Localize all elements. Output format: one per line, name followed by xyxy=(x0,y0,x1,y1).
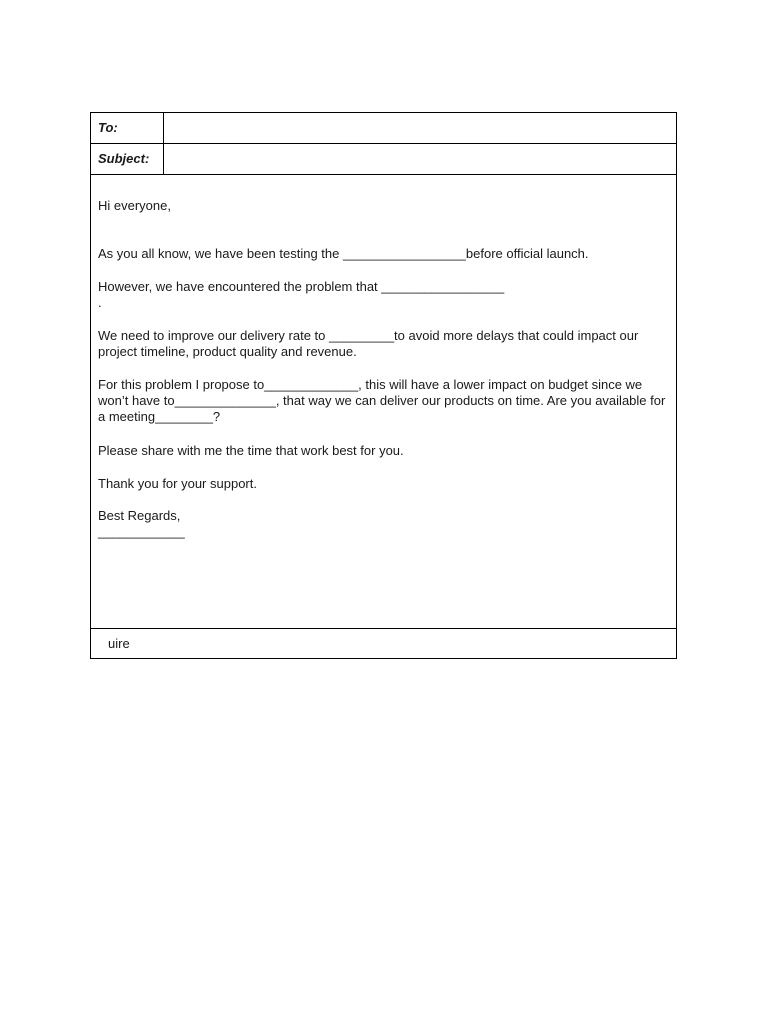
to-label: To: xyxy=(91,113,164,143)
problem-paragraph: However, we have encountered the problem that _________________ xyxy=(98,279,505,294)
testing-paragraph: As you all know, we have been testing the _________________before official launch. xyxy=(98,246,589,261)
subject-label: Subject: xyxy=(91,144,164,174)
subject-row xyxy=(91,144,676,175)
proposal-paragraph: For this problem I propose to_____________, this will have a lower impact on budget since we won’t have to______________, that way we can deliver our products on time. Are you available for a meeting________? xyxy=(98,377,666,424)
subject-field[interactable] xyxy=(164,144,676,174)
to-field[interactable] xyxy=(164,113,676,143)
closing-text: Best Regards, xyxy=(98,508,181,523)
problem-period: . xyxy=(98,295,102,310)
share-paragraph: Please share with me the time that work best for you. xyxy=(98,443,404,458)
email-body xyxy=(91,175,676,630)
delivery-paragraph: We need to improve our delivery rate to _________to avoid more delays that could impact our project timeline, product quality and revenue. xyxy=(98,328,639,359)
to-row xyxy=(91,113,676,144)
thanks-paragraph: Thank you for your support. xyxy=(98,476,257,491)
email-form xyxy=(90,112,677,659)
greeting-text: Hi everyone, xyxy=(98,198,171,213)
signature-line: ____________ xyxy=(98,524,185,539)
footer-row: uire xyxy=(91,628,676,658)
